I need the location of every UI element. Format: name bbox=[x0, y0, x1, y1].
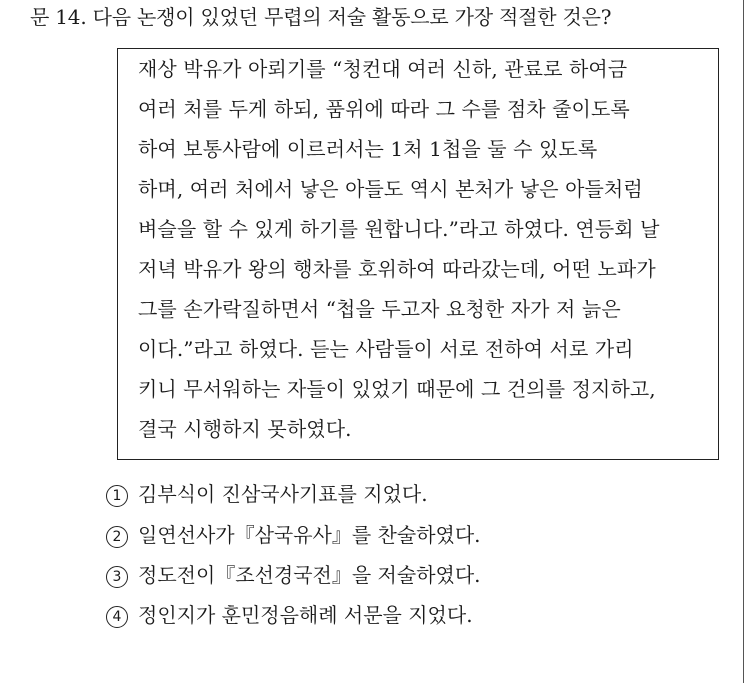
passage-line: 이다.”라고 하였다. 듣는 사람들이 서로 전하여 서로 가리 bbox=[138, 337, 634, 361]
choice-text-4: 정인지가 훈민정음해례 서문을 지었다. bbox=[138, 603, 473, 627]
answer-choice-1[interactable] bbox=[106, 481, 428, 507]
choice-number-2: 2 bbox=[106, 526, 128, 548]
choice-number-4: 4 bbox=[106, 606, 128, 628]
passage-line: 재상 박유가 아뢰기를 “청컨대 여러 신하, 관료로 하여금 bbox=[138, 57, 628, 81]
answer-choice-3[interactable] bbox=[106, 562, 481, 588]
choice-text-1: 김부식이 진삼국사기표를 지었다. bbox=[138, 482, 428, 506]
choice-text-3: 정도전이『조선경국전』을 저술하였다. bbox=[138, 563, 481, 587]
answer-choice-2[interactable] bbox=[106, 522, 481, 548]
passage-box bbox=[117, 48, 719, 460]
passage-line: 여러 처를 두게 하되, 품위에 따라 그 수를 점차 줄이도록 bbox=[138, 97, 630, 121]
passage-line: 벼슬을 할 수 있게 하기를 원합니다.”라고 하였다. 연등회 날 bbox=[138, 217, 660, 241]
passage-line: 키니 무서워하는 자들이 있었기 때문에 그 건의를 정지하고, bbox=[138, 377, 656, 401]
passage-line: 그를 손가락질하면서 “첩을 두고자 요청한 자가 저 늙은 bbox=[138, 297, 621, 321]
choice-number-1: 1 bbox=[106, 485, 128, 507]
passage-line: 결국 시행하지 못하였다. bbox=[138, 417, 352, 441]
question-stem: 문 14. 다음 논쟁이 있었던 무렵의 저술 활동으로 가장 적절한 것은? bbox=[30, 5, 612, 29]
choice-text-2: 일연선사가『삼국유사』를 찬술하였다. bbox=[138, 523, 481, 547]
passage-line: 하여 보통사람에 이르러서는 1처 1첩을 둘 수 있도록 bbox=[138, 137, 598, 161]
choice-number-3: 3 bbox=[106, 566, 128, 588]
passage-line: 하며, 여러 처에서 낳은 아들도 역시 본처가 낳은 아들처럼 bbox=[138, 177, 643, 201]
answer-choice-4[interactable] bbox=[106, 602, 473, 628]
passage-line: 저녁 박유가 왕의 행차를 호위하여 따라갔는데, 어떤 노파가 bbox=[138, 257, 656, 281]
column-divider bbox=[743, 0, 744, 683]
